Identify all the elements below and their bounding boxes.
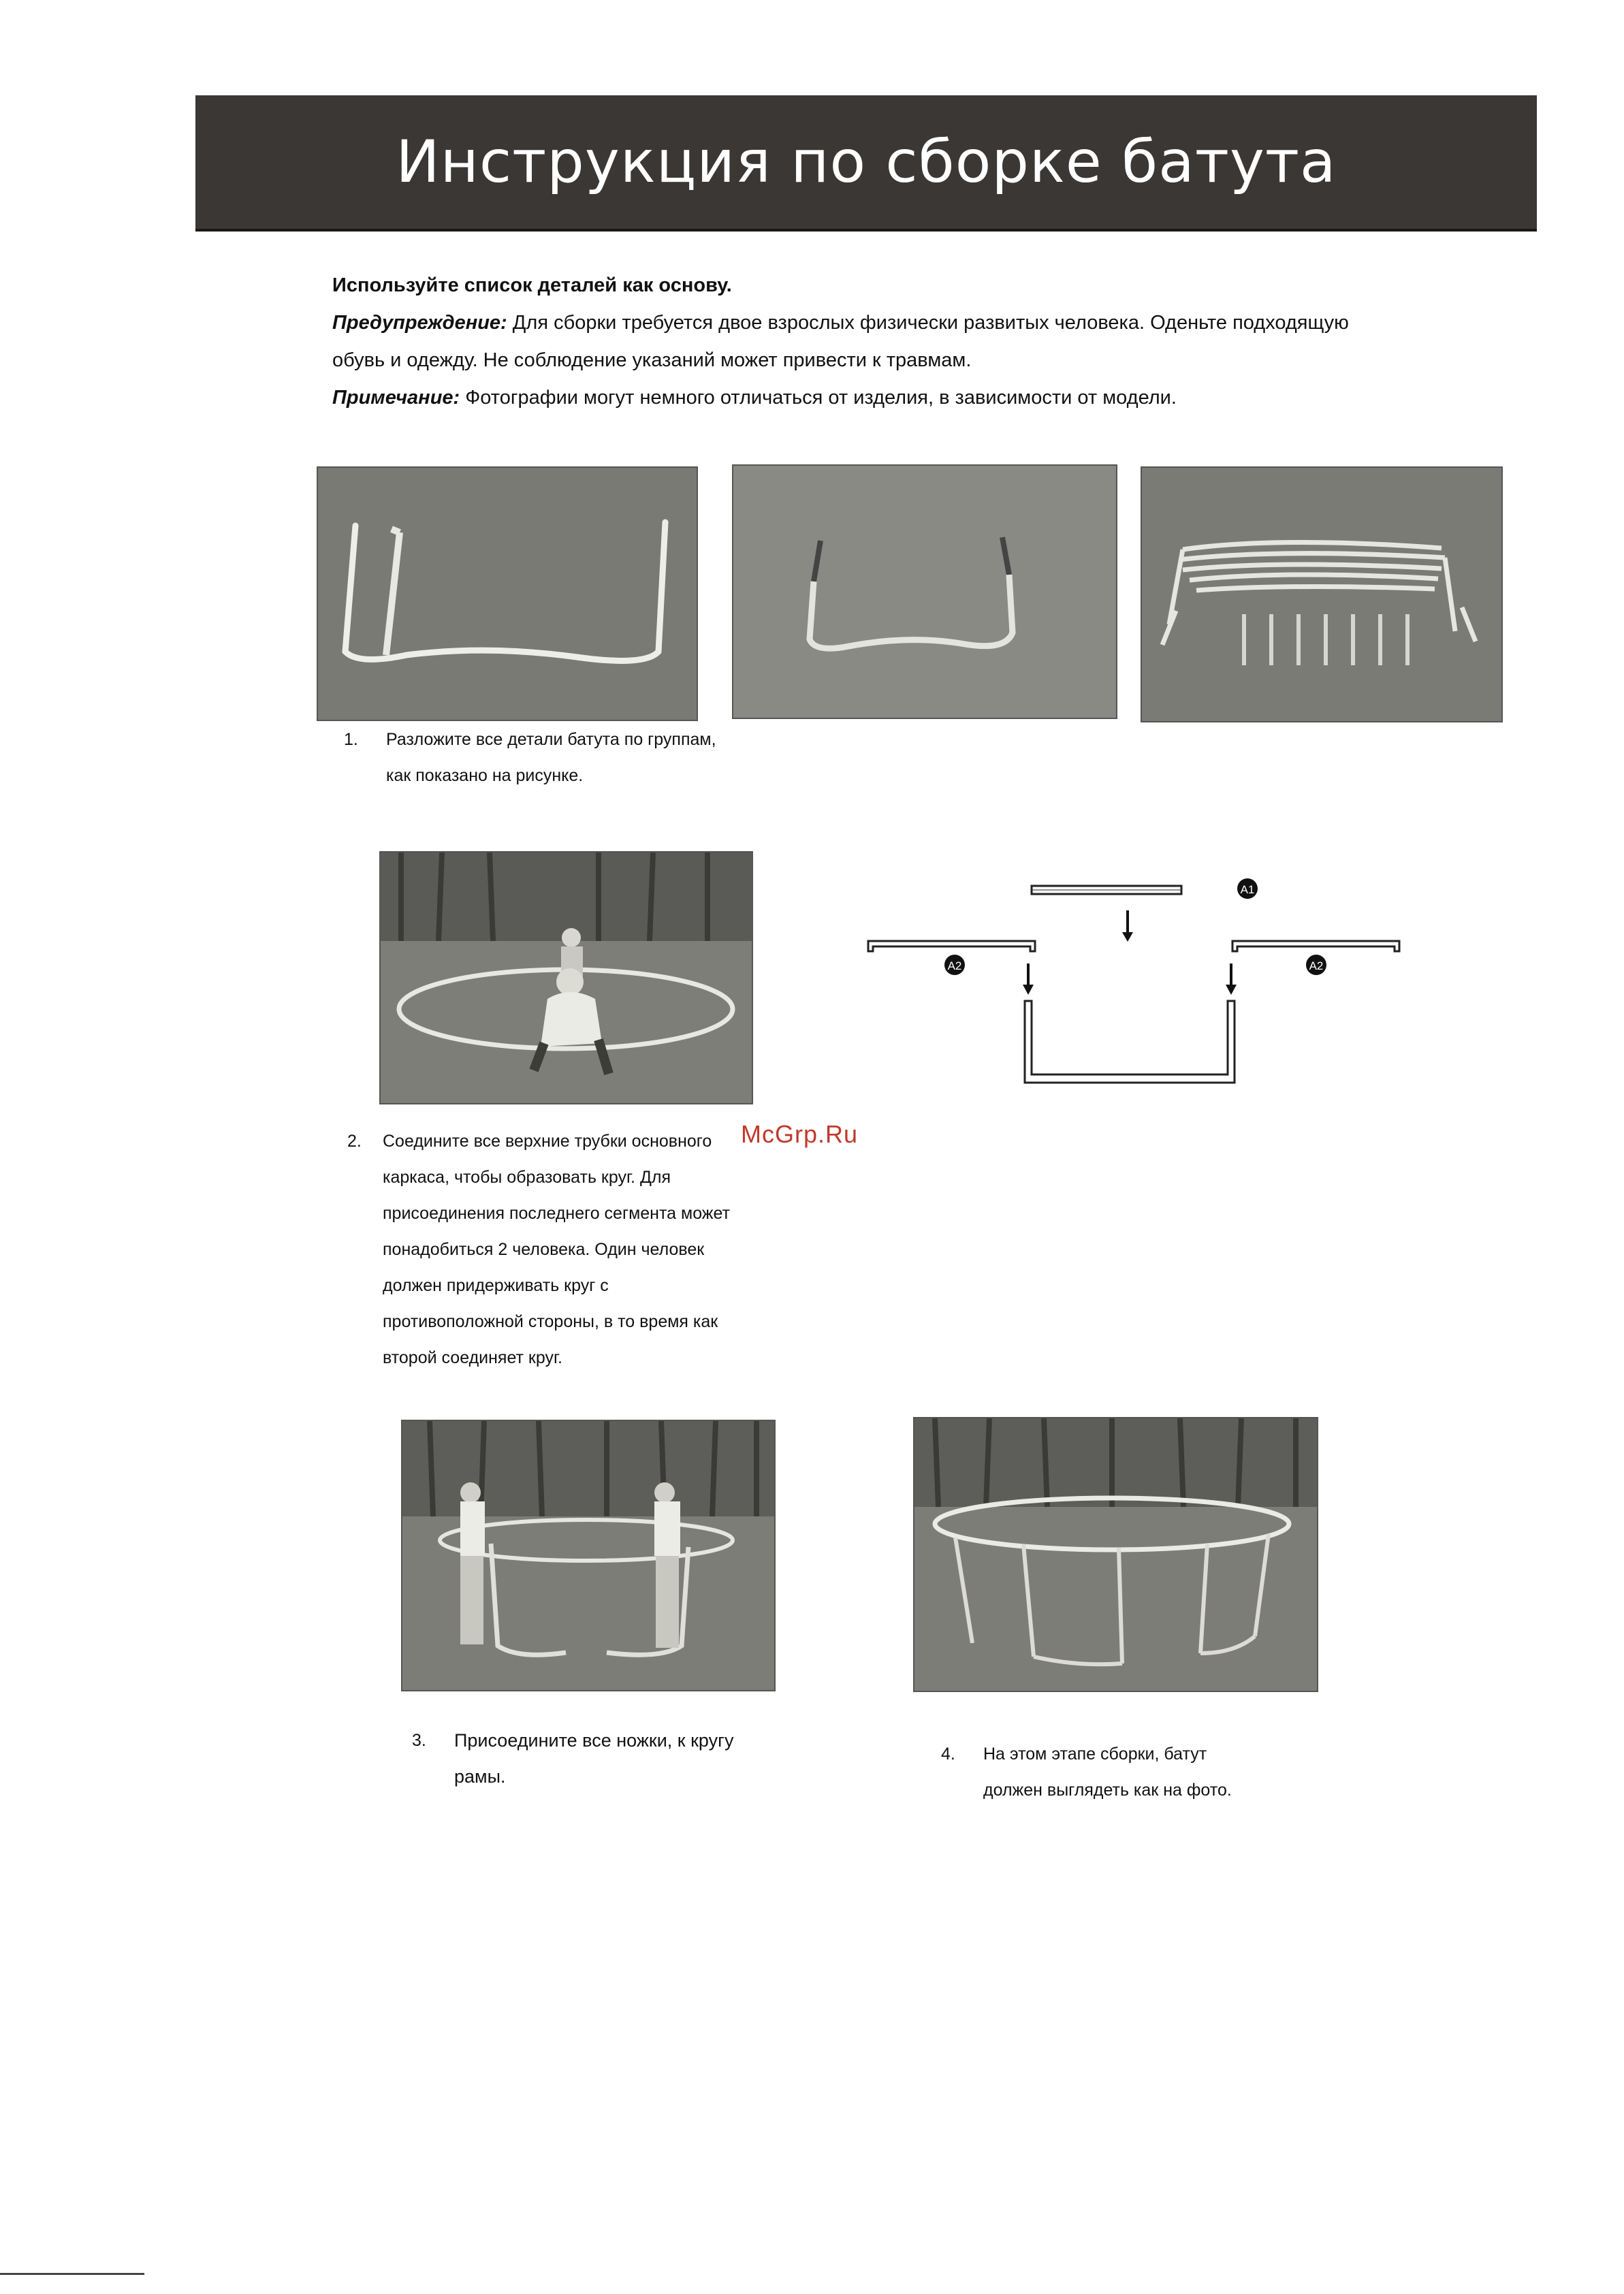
step-text bbox=[386, 722, 821, 794]
assembly-diagram bbox=[855, 868, 1413, 1100]
step-text bbox=[454, 1723, 821, 1795]
step-3-image bbox=[402, 1421, 774, 1690]
label-a2-right: A2 bbox=[1309, 959, 1324, 972]
step-2-image bbox=[381, 853, 752, 1103]
warning-paragraph bbox=[332, 304, 1503, 342]
step-number: 3. bbox=[412, 1731, 426, 1750]
step-line: каркаса, чтобы образовать круг. Для bbox=[383, 1168, 671, 1187]
step-text bbox=[983, 1736, 1350, 1809]
note-text: Фотографии могут немного отличаться от изделия, в зависимости от модели. bbox=[460, 387, 1177, 409]
step-line: должен выглядеть как на фото. bbox=[983, 1781, 1232, 1800]
page-title: Инструкция по сборке батута bbox=[396, 128, 1337, 196]
intro-section bbox=[332, 267, 1503, 417]
photo-all-parts bbox=[1141, 466, 1503, 722]
photo-frame-part-2 bbox=[732, 464, 1117, 719]
footer-rule bbox=[0, 2273, 144, 2275]
step-line: присоединения последнего сегмента может bbox=[383, 1204, 731, 1223]
title-banner bbox=[195, 95, 1537, 232]
step-4-image bbox=[914, 1418, 1317, 1691]
warning-label: Предупреждение: bbox=[332, 312, 507, 334]
step-line: Соедините все верхние трубки основного bbox=[383, 1132, 712, 1151]
step-line: Присоедините все ножки, к кругу bbox=[454, 1730, 734, 1751]
step-number: 2. bbox=[347, 1132, 362, 1151]
step-line: понадобиться 2 человека. Один человек bbox=[383, 1240, 705, 1259]
step-line: противоположной стороны, в то время как bbox=[383, 1312, 718, 1331]
warning-text: Для сборки требуется двое взрослых физически развитых человека. Оденьте подходящую bbox=[507, 312, 1349, 334]
label-a1: A1 bbox=[1240, 883, 1255, 896]
step-line: рамы. bbox=[454, 1766, 506, 1787]
frame-part-2-image bbox=[733, 466, 1116, 718]
step-number: 4. bbox=[941, 1745, 955, 1764]
note-paragraph bbox=[332, 379, 1503, 417]
photo-step-2 bbox=[379, 851, 753, 1104]
warning-text-continued: обувь и одежду. Не соблюдение указаний может привести к травмам. bbox=[332, 349, 972, 371]
step-4 bbox=[941, 1736, 1350, 1809]
photo-step-3 bbox=[401, 1420, 776, 1691]
step-number: 1. bbox=[344, 730, 358, 749]
step-line: Разложите все детали батута по группам, bbox=[386, 730, 716, 749]
all-parts-image bbox=[1142, 468, 1501, 721]
label-a2-left: A2 bbox=[947, 959, 962, 972]
step-2 bbox=[347, 1124, 824, 1376]
intro-line: Используйте список деталей как основу. bbox=[332, 274, 732, 296]
u-leg bbox=[1025, 1001, 1235, 1083]
step-line: На этом этапе сборки, батут bbox=[983, 1745, 1207, 1764]
photo-step-4 bbox=[913, 1417, 1318, 1692]
tube-a2-left bbox=[868, 941, 1035, 951]
step-line: как показано на рисунке. bbox=[386, 766, 584, 785]
photo-frame-part bbox=[317, 466, 698, 721]
step-line: должен придерживать круг с bbox=[383, 1276, 609, 1295]
frame-part-image bbox=[318, 468, 697, 720]
step-1 bbox=[344, 722, 821, 794]
step-3 bbox=[412, 1723, 821, 1795]
diagram-svg bbox=[855, 868, 1413, 1100]
note-label: Примечание: bbox=[332, 387, 460, 409]
step-line: второй соединяет круг. bbox=[383, 1348, 563, 1367]
tube-a2-right bbox=[1232, 941, 1399, 951]
step-text bbox=[383, 1124, 824, 1376]
watermark: McGrp.Ru bbox=[741, 1120, 859, 1148]
